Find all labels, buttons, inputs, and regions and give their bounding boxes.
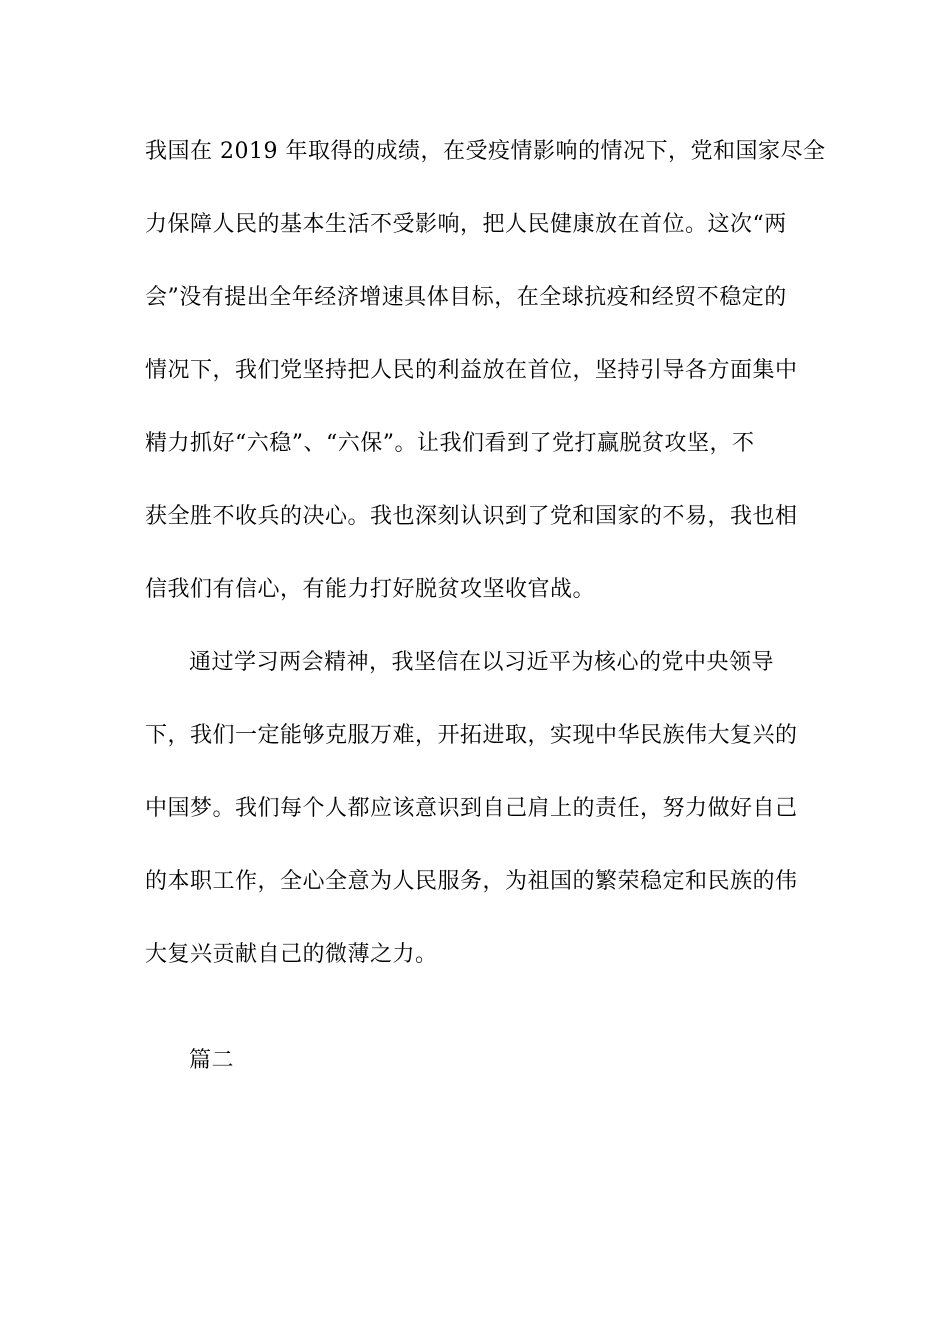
paragraph-line: 会”没有提出全年经济增速具体目标，在全球抗疫和经贸不稳定的 <box>145 285 787 310</box>
paragraph-line: 通过学习两会精神，我坚信在以习近平为核心的党中央领导 <box>189 650 775 675</box>
paragraph-line: 获全胜不收兵的决心。我也深刻认识到了党和国家的不易，我也相 <box>145 504 798 529</box>
section-heading: 篇二 <box>189 1048 235 1073</box>
paragraph-line: 信我们有信心，有能力打好脱贫攻坚收官战。 <box>145 577 596 602</box>
paragraph-line: 的本职工作，全心全意为人民服务，为祖国的繁荣稳定和民族的伟 <box>145 869 798 894</box>
paragraph-line: 大复兴贡献自己的微薄之力。 <box>145 942 438 967</box>
paragraph-line: 下，我们一定能够克服万难，开拓进取，实现中华民族伟大复兴的 <box>145 723 798 748</box>
paragraph-line: 中国梦。我们每个人都应该意识到自己肩上的责任，努力做好自己 <box>145 796 798 821</box>
paragraph-line: 情况下，我们党坚持把人民的利益放在首位，坚持引导各方面集中 <box>145 358 798 383</box>
paragraph-line: 力保障人民的基本生活不受影响，把人民健康放在首位。这次“两 <box>145 212 787 237</box>
paragraph-line: 我国在 2019 年取得的成绩，在受疫情影响的情况下，党和国家尽全 <box>145 139 826 164</box>
paragraph-line: 精力抓好“六稳”、“六保”。让我们看到了党打赢脱贫攻坚，不 <box>145 431 755 456</box>
